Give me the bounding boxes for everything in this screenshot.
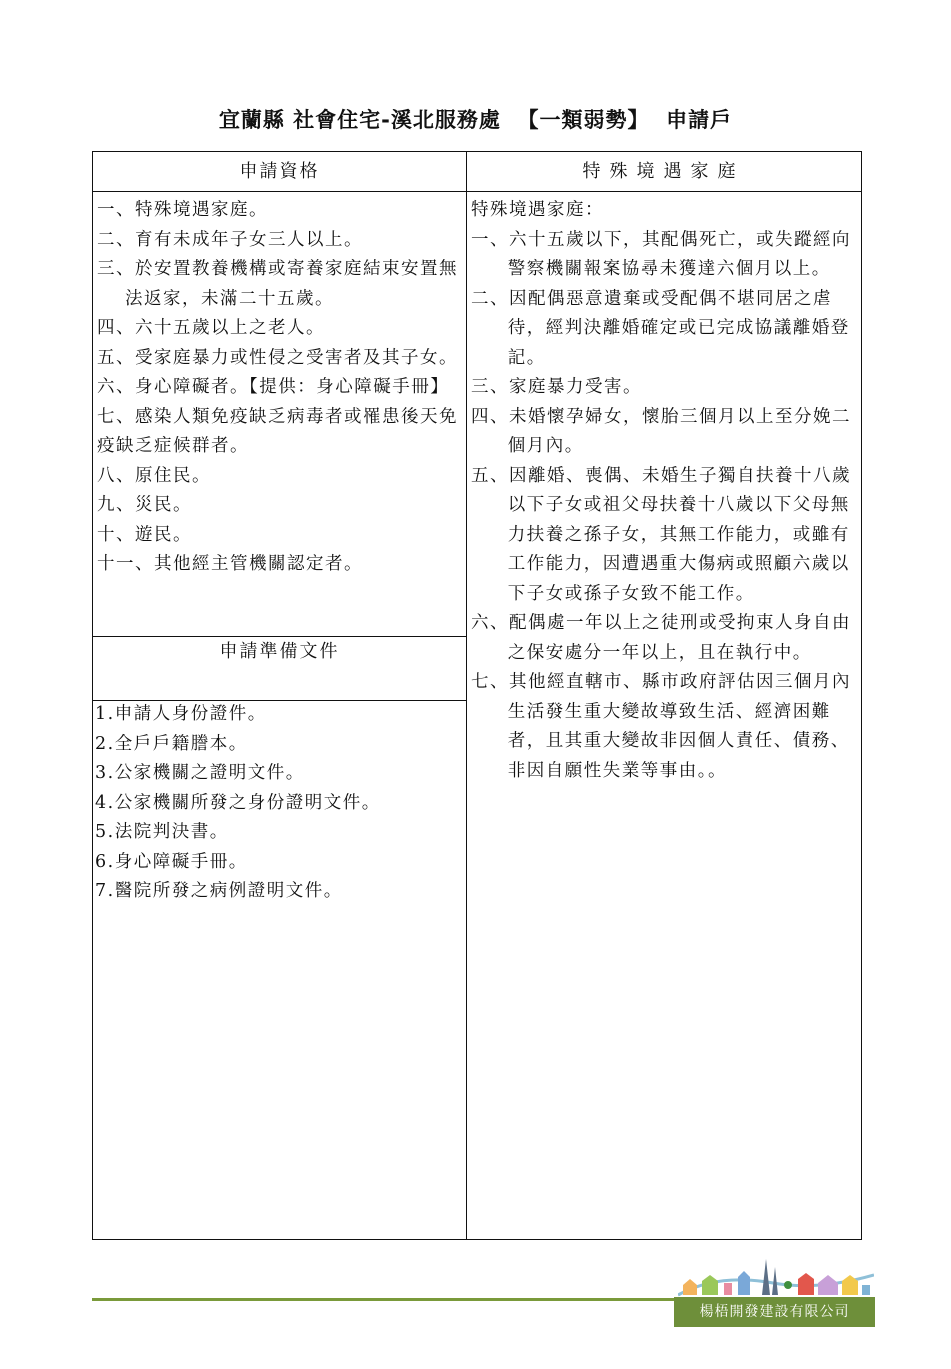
- special-intro: 特殊境遇家庭：: [471, 200, 604, 220]
- document-item: 5.法院判決書。: [95, 822, 229, 842]
- special-item: 二、因配偶惡意遺棄或受配偶不堪同居之虐待，經判決離婚確定或已完成協議離婚登記。: [471, 288, 850, 368]
- special-item: 七、其他經直轄市、縣市政府評估因三個月內生活發生重大變故導致生活、經濟困難者，且其重大變故非因個人責任、債務、非因自願性失業等事由。。: [471, 672, 851, 781]
- footer-company-name: 楊梧開發建設有限公司: [699, 1304, 850, 1320]
- page-title: 宜蘭縣 社會住宅-溪北服務處 【一類弱勢】 申請戶: [218, 108, 733, 132]
- qualification-item: 八、原住民。: [97, 465, 211, 486]
- documents-list: [95, 700, 461, 907]
- document-item: 3.公家機關之證明文件。: [95, 763, 305, 783]
- info-table: [92, 151, 862, 1240]
- document-item: 4.公家機關所發之身份證明文件。: [95, 792, 381, 813]
- qualification-item: 十一、其他經主管機關認定者。: [97, 554, 363, 574]
- footer-line: [92, 1298, 674, 1301]
- special-item: 五、因離婚、喪偶、未婚生子獨自扶養十八歲以下子女或祖父母扶養十八歲以下父母無力扶養之孫子女，其無工作能力，或雖有工作能力，因遭遇重大傷病或照顧六歲以下子女或孫子女致不能工作。: [471, 465, 851, 604]
- qualification-item: 九、災民。: [97, 495, 192, 515]
- qualification-item: 三、於安置教養機構或寄養家庭結束安置無法返家，未滿二十五歲。: [97, 259, 458, 309]
- qualifications-list: [97, 196, 463, 580]
- qualification-item: 七、感染人類免疫缺乏病毒者或罹患後天免疫缺乏症候群者。: [97, 406, 458, 456]
- qualification-item: 二、育有未成年子女三人以上。: [97, 229, 363, 250]
- special-circumstances-header: 特殊境遇家庭: [466, 152, 861, 192]
- qualification-item: 六、身心障礙者。【提供：身心障礙手冊】: [97, 377, 450, 397]
- qualifications-header: 申請資格: [93, 152, 466, 192]
- document-item: 2.全戶戶籍謄本。: [95, 733, 248, 754]
- qualification-item: 十、遊民。: [97, 524, 192, 545]
- documents-header: 申請準備文件: [93, 636, 466, 696]
- special-item: 四、未婚懷孕婦女，懷胎三個月以上至分娩二個月內。: [471, 406, 851, 456]
- document-item: 7.醫院所發之病例證明文件。: [95, 881, 343, 901]
- document-item: 1.申請人身份證件。: [95, 704, 267, 724]
- special-item: 六、配偶處一年以上之徒刑或受拘束人身自由之保安處分一年以上，且在執行中。: [471, 613, 851, 663]
- city-skyline-logo: [678, 1255, 874, 1299]
- special-item: 一、六十五歲以下，其配偶死亡，或失蹤經向警察機關報案協尋未獲達六個月以上。: [471, 229, 851, 279]
- qualification-item: 五、受家庭暴力或性侵之受害者及其子女。: [97, 347, 458, 368]
- document-item: 6.身心障礙手冊。: [95, 851, 248, 872]
- special-circumstances-list: [471, 196, 859, 786]
- qualification-item: 一、特殊境遇家庭。: [97, 200, 268, 220]
- column-divider: [466, 152, 467, 1239]
- special-item: 三、家庭暴力受害。: [471, 377, 642, 397]
- qualification-item: 四、六十五歲以上之老人。: [97, 318, 325, 338]
